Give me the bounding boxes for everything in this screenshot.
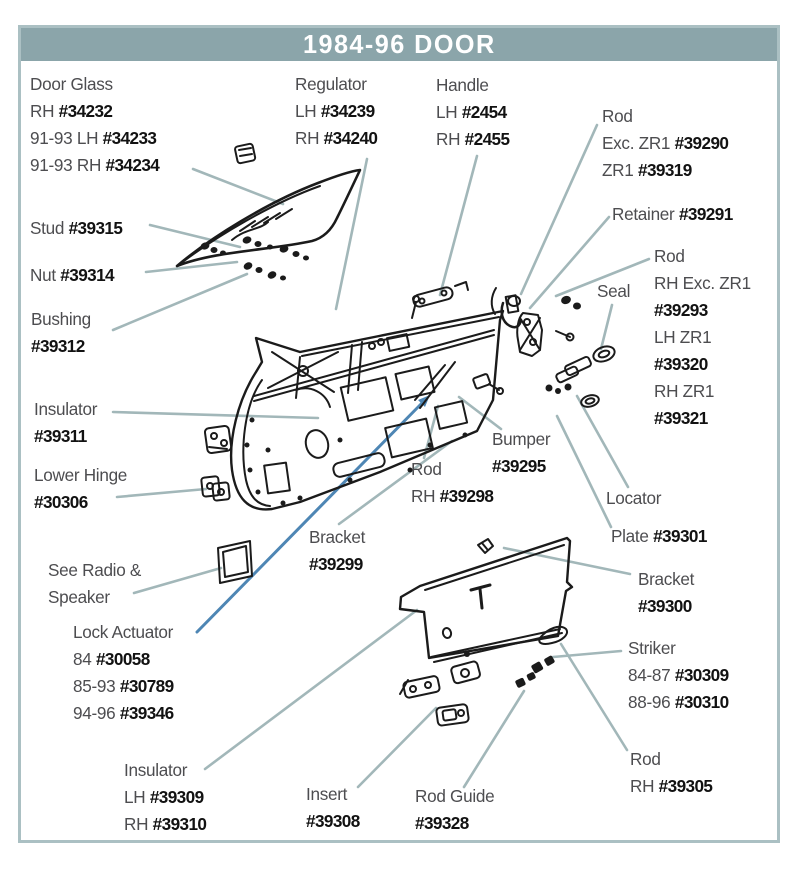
part-number: #39315 [68,218,123,238]
part-number: #34239 [320,101,375,121]
part-name-text: Bracket [309,527,366,547]
part-number: #39300 [638,596,692,616]
part-label-lower-hinge [34,462,129,516]
part-number: #39320 [654,354,708,374]
part-label-line [654,405,751,432]
part-label-door-glass [30,71,162,179]
part-label-line [30,262,114,289]
part-label-line [612,201,733,228]
part-label-rod-rh-exc-zr1 [654,243,753,432]
part-label-rod-rh-39298 [411,456,495,510]
part-label-lock-actuator [73,619,176,727]
part-number: #30310 [674,692,729,712]
part-label-nut [30,262,116,289]
part-label-line [628,689,729,716]
part-number: #39319 [637,160,692,180]
part-number: #39312 [31,336,85,356]
part-label-line [606,485,661,512]
part-label-line [611,523,707,550]
part-number: #39305 [658,776,713,796]
part-label-line [638,566,694,593]
part-name-text: 84-87 [628,665,675,685]
part-label-line [309,524,365,551]
part-name-text: ZR1 [602,160,638,180]
part-name-text: RH [436,129,465,149]
part-number: #2455 [464,129,510,149]
part-label-line [306,808,360,835]
part-number: #39291 [678,204,733,224]
part-name-text: Retainer [612,204,679,224]
part-label-insulator-upper [34,396,98,450]
part-label-line [48,557,141,584]
part-label-line [654,378,751,405]
part-label-line [30,125,159,152]
part-number: #30309 [674,665,729,685]
part-name-text: 94-96 [73,703,120,723]
part-name-text: 91-93 RH [30,155,106,175]
part-label-line [654,270,751,297]
part-label-radio-speaker-note [48,557,143,611]
part-label-line [73,646,174,673]
part-number: #39308 [306,811,360,831]
part-number: #34233 [102,128,157,148]
part-name-text: LH [295,101,321,121]
part-name-text: Insulator [34,399,98,419]
part-name-text: 91-93 LH [30,128,103,148]
part-name-text: Bumper [492,429,551,449]
part-label-line [295,71,377,98]
part-label-line [30,215,122,242]
part-name-text: Regulator [295,74,367,94]
part-name-text: Lower Hinge [34,465,128,485]
part-label-line [411,483,493,510]
part-number: #39298 [439,486,494,506]
part-name-text: Striker [628,638,676,658]
part-label-rod-39305 [630,746,714,800]
part-label-line [602,157,728,184]
part-number: #2454 [461,102,507,122]
part-label-bushing [31,306,92,360]
part-name-text: RH Exc. ZR1 [654,273,751,293]
part-label-line [597,278,630,305]
part-label-line [124,784,206,811]
part-number: #30058 [95,649,150,669]
page-title: 1984-96 DOOR [302,29,496,59]
part-number: #39310 [152,814,207,834]
part-name-text: Nut [30,265,61,285]
part-number: #39321 [654,408,708,428]
part-label-line [124,757,206,784]
part-label-insulator-lower [124,757,208,838]
part-number: #39328 [415,813,469,833]
part-label-line [34,489,127,516]
part-label-line [415,783,494,810]
part-label-line [436,126,509,153]
part-label-line [306,781,360,808]
part-label-line [630,773,712,800]
part-label-line [654,243,751,270]
part-label-line [124,811,206,838]
part-label-line [73,619,174,646]
part-label-line [30,98,159,125]
part-label-line [34,423,97,450]
part-name-text: Handle [436,75,489,95]
part-name-text: Rod [602,106,633,126]
part-number: #30789 [119,676,174,696]
part-number: #39311 [34,426,87,446]
part-label-rod-exc-zr1 [602,103,731,184]
part-number: #34234 [105,155,160,175]
part-name-text: Bushing [31,309,91,329]
part-label-line [295,125,377,152]
part-label-handle [436,72,511,153]
part-name-text: RH ZR1 [654,381,715,401]
part-name-text: Stud [30,218,69,238]
part-label-bumper [492,426,551,480]
part-label-retainer [612,201,735,228]
part-number: #39314 [60,265,114,285]
part-label-line [309,551,365,578]
part-label-insert [306,781,361,835]
part-label-line [436,99,509,126]
part-name-text: Exc. ZR1 [602,133,675,153]
part-name-text: LH ZR1 [654,327,712,347]
part-label-locator [606,485,662,512]
part-label-bracket-39300 [638,566,695,620]
part-number: #39295 [492,456,546,476]
part-label-line [415,810,494,837]
part-label-seal [597,278,631,305]
part-label-line [73,673,174,700]
part-name-text: RH [124,814,153,834]
part-name-text: See Radio & [48,560,142,580]
part-label-line [628,635,729,662]
part-label-line [34,396,97,423]
part-name-text: LH [436,102,462,122]
part-label-line [31,306,91,333]
part-name-text: Lock Actuator [73,622,174,642]
part-name-text: Rod [654,246,685,266]
part-label-striker [628,635,731,716]
part-label-line [602,130,728,157]
part-label-line [492,453,550,480]
part-number: #39299 [309,554,363,574]
part-name-text: Insert [306,784,348,804]
part-label-line [48,584,141,611]
part-number: #39290 [674,133,729,153]
part-label-line [411,456,493,483]
part-name-text: 84 [73,649,96,669]
part-label-bracket-39299 [309,524,366,578]
part-name-text: Speaker [48,587,110,607]
part-label-line [34,462,127,489]
part-name-text: Plate [611,526,654,546]
part-name-text: Bracket [638,569,695,589]
part-number: #39293 [654,300,708,320]
part-label-line [638,593,694,620]
part-label-rod-guide [415,783,496,837]
part-name-text: Rod [630,749,661,769]
part-label-line [654,324,751,351]
part-label-line [73,700,174,727]
part-label-stud [30,215,124,242]
part-name-text: LH [124,787,150,807]
part-number: #39309 [149,787,204,807]
part-label-line [602,103,728,130]
part-label-line [630,746,712,773]
part-label-line [30,71,159,98]
part-name-text: Insulator [124,760,188,780]
part-name-text: RH [30,101,59,121]
part-number: #30306 [34,492,88,512]
part-label-line [31,333,91,360]
part-name-text: RH [411,486,440,506]
part-label-plate [611,523,709,550]
part-number: #39346 [119,703,174,723]
part-label-line [654,351,751,378]
part-name-text: RH [630,776,659,796]
part-label-line [628,662,729,689]
part-label-line [30,152,159,179]
part-number: #39301 [653,526,707,546]
part-name-text: Rod [411,459,442,479]
part-name-text: 85-93 [73,676,120,696]
part-label-line [654,297,751,324]
part-name-text: 88-96 [628,692,675,712]
part-label-line [295,98,377,125]
part-number: #34232 [58,101,113,121]
part-label-line [436,72,509,99]
part-name-text: RH [295,128,324,148]
part-label-line [492,426,550,453]
part-label-regulator [295,71,379,152]
part-number: #34240 [323,128,378,148]
part-name-text: Door Glass [30,74,113,94]
part-name-text: Locator [606,488,662,508]
part-name-text: Rod Guide [415,786,495,806]
part-name-text: Seal [597,281,631,301]
